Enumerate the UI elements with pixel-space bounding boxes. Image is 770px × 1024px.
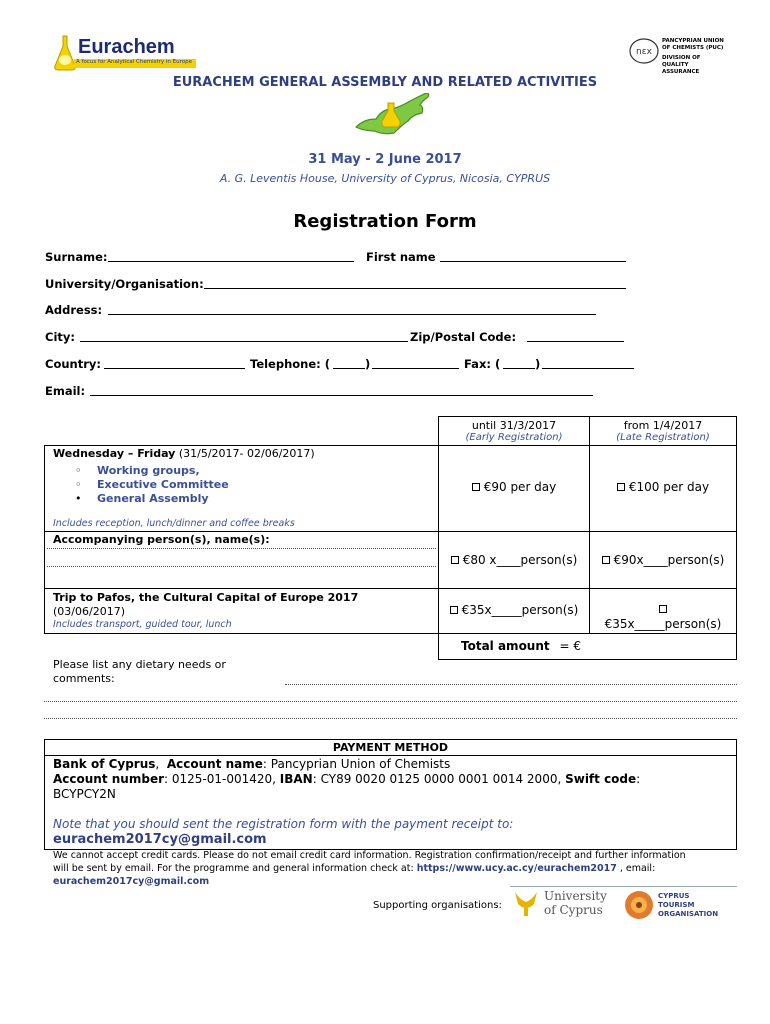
accompanying-late-cell[interactable] bbox=[589, 531, 737, 589]
meeting-early-checkbox[interactable] bbox=[472, 483, 480, 491]
accompanying-early-checkbox[interactable] bbox=[451, 556, 459, 564]
event-dates: 31 May - 2 June 2017 bbox=[308, 152, 462, 167]
meeting-late-price: €100 per day bbox=[628, 480, 710, 494]
trip-title: Trip to Pafos, the Cultural Capital of Europe 2017 bbox=[53, 591, 359, 604]
meeting-early-cell[interactable] bbox=[438, 445, 590, 532]
total-cell bbox=[438, 633, 737, 660]
footer-note bbox=[53, 849, 737, 888]
organisation-label: University/Organisation: bbox=[45, 277, 204, 291]
account-number-label: Account number bbox=[53, 772, 164, 786]
cto-emblem-icon bbox=[624, 890, 654, 920]
zip-field[interactable] bbox=[527, 331, 624, 342]
cyprus-map-icon bbox=[352, 93, 438, 143]
country-field[interactable] bbox=[104, 358, 245, 369]
accompanying-cell bbox=[44, 531, 439, 589]
meeting-note: Includes reception, lunch/dinner and coffee breaks bbox=[53, 518, 295, 529]
dietary-label bbox=[53, 658, 226, 686]
fax-code-field[interactable] bbox=[503, 358, 535, 369]
page-title: EURACHEM GENERAL ASSEMBLY AND RELATED ACTIVITIES bbox=[172, 75, 598, 90]
trip-early-checkbox[interactable] bbox=[450, 606, 458, 614]
fax-label: Fax: ( bbox=[464, 357, 501, 371]
trip-cell bbox=[44, 588, 439, 634]
swift-colon: : bbox=[636, 772, 641, 786]
meeting-dates: (31/5/2017- 02/06/2017) bbox=[175, 447, 315, 460]
payment-box: PAYMENT METHOD Bank of Cyprus, Account name: Pancyprian Union of Chemists Account number: 0125-01-001420, IBAN: CY89 0020 0125 0000 0001 0014 2000, Swift code: BCYPCY2N Note that you should sent the registration form with the payment receipt to: eurachem2017cy@gmail.com bbox=[44, 739, 737, 850]
accompanying-name-field[interactable] bbox=[47, 566, 436, 567]
country-label: Country: bbox=[45, 357, 101, 371]
cyprus-tourism-logo bbox=[624, 890, 724, 922]
city-label: City: bbox=[45, 330, 75, 344]
programme-link[interactable]: https://www.ucy.ac.cy/eurachem2017 bbox=[416, 863, 617, 874]
swift-code: BCYPCY2N bbox=[53, 787, 116, 801]
footer-email[interactable]: eurachem2017cy@gmail.com bbox=[53, 876, 210, 887]
city-field[interactable] bbox=[80, 331, 408, 342]
payment-note: Note that you should sent the registration form with the payment receipt to: bbox=[53, 817, 514, 831]
surname-label: Surname: bbox=[45, 250, 108, 264]
total-label: Total amount bbox=[461, 639, 550, 653]
payment-email[interactable]: eurachem2017cy@gmail.com bbox=[53, 832, 267, 847]
form-title: Registration Form bbox=[293, 211, 477, 232]
eurachem-logo-tagline: A focus for Analytical Chemistry in Europe bbox=[76, 59, 192, 65]
dietary-field[interactable] bbox=[44, 701, 737, 702]
accompanying-early-price: €80 x____person(s) bbox=[462, 553, 578, 567]
iban-label: IBAN bbox=[279, 772, 313, 786]
meeting-item: ◦ Executive Committee bbox=[75, 478, 229, 491]
eurachem-logo bbox=[52, 34, 197, 74]
account-number-value: : 0125-01-001420, bbox=[164, 772, 280, 786]
footer-line: We cannot accept credit cards. Please do not email credit card information. Registration confirmation/receipt and further information bbox=[53, 850, 686, 861]
ucy-name-line: of Cyprus bbox=[544, 903, 603, 917]
footer-divider bbox=[510, 886, 737, 887]
dietary-field[interactable] bbox=[285, 684, 737, 685]
accompanying-name-field[interactable] bbox=[47, 548, 436, 549]
trip-note: Includes transport, guided tour, lunch bbox=[53, 619, 232, 630]
svg-text:nεx: nεx bbox=[636, 47, 652, 57]
event-venue: A. G. Leventis House, University of Cyprus, Nicosia, CYPRUS bbox=[219, 172, 551, 185]
zip-label: Zip/Postal Code: bbox=[410, 330, 517, 344]
puc-logo-subtext: DIVISION OF QUALITY ASSURANCE bbox=[662, 55, 701, 75]
organisation-field[interactable] bbox=[204, 278, 626, 289]
address-field[interactable] bbox=[108, 304, 596, 315]
telephone-code-field[interactable] bbox=[333, 358, 365, 369]
meeting-title: Wednesday – Friday bbox=[53, 447, 176, 460]
meeting-cell bbox=[44, 445, 439, 532]
surname-field[interactable] bbox=[108, 251, 354, 262]
cto-name-line: ORGANISATION bbox=[658, 910, 719, 918]
early-subheader: (Early Registration) bbox=[465, 432, 563, 443]
meeting-early-price: €90 per day bbox=[483, 480, 557, 494]
account-name-label: Account name bbox=[166, 757, 263, 771]
late-header: from 1/4/2017 bbox=[623, 419, 703, 432]
accompanying-title: Accompanying person(s), name(s): bbox=[53, 533, 270, 546]
dietary-field[interactable] bbox=[44, 718, 737, 719]
swift-label: Swift code bbox=[565, 772, 637, 786]
payment-header: PAYMENT METHOD bbox=[45, 740, 736, 756]
trip-date: (03/06/2017) bbox=[53, 605, 125, 618]
meeting-item: ◦ Working groups, bbox=[75, 464, 200, 477]
puc-logo-text: PANCYPRIAN UNION OF CHEMISTS (PUC) bbox=[662, 38, 724, 51]
late-subheader: (Late Registration) bbox=[616, 432, 710, 443]
ucy-name-line: University bbox=[544, 889, 607, 903]
trip-early-price: €35x_____person(s) bbox=[461, 603, 579, 617]
trip-late-price: €35x_____person(s) bbox=[604, 617, 722, 631]
account-name-value: : Pancyprian Union of Chemists bbox=[262, 757, 451, 771]
accompanying-late-checkbox[interactable] bbox=[602, 556, 610, 564]
fax-field[interactable] bbox=[542, 358, 634, 369]
pancyprian-union-logo bbox=[628, 36, 724, 75]
total-value[interactable]: = € bbox=[559, 639, 581, 653]
bank-name: Bank of Cyprus bbox=[53, 757, 156, 771]
trip-early-cell[interactable] bbox=[438, 588, 590, 634]
dietary-label-line: Please list any dietary needs or bbox=[53, 658, 226, 671]
trip-late-checkbox[interactable] bbox=[659, 605, 667, 613]
supporting-label: Supporting organisations: bbox=[373, 900, 502, 911]
cto-name-line: TOURISM bbox=[658, 901, 695, 909]
university-of-cyprus-logo bbox=[512, 888, 608, 920]
late-header-cell bbox=[589, 416, 737, 446]
dietary-label-line: comments: bbox=[53, 672, 115, 685]
email-label: Email: bbox=[45, 384, 86, 398]
telephone-label: Telephone: ( bbox=[250, 357, 331, 371]
eurachem-logo-text: Eurachem bbox=[78, 36, 175, 58]
ucy-emblem-icon bbox=[512, 888, 540, 918]
cto-name-line: CYPRUS bbox=[658, 892, 690, 900]
trip-late-cell[interactable] bbox=[589, 588, 737, 634]
meeting-item: • General Assembly bbox=[75, 492, 209, 505]
accompanying-early-cell[interactable] bbox=[438, 531, 590, 589]
fax-paren: ) bbox=[535, 357, 541, 371]
meeting-late-cell[interactable] bbox=[589, 445, 737, 532]
firstname-field[interactable] bbox=[440, 251, 626, 262]
firstname-label: First name bbox=[366, 250, 436, 264]
accompanying-late-price: €90x____person(s) bbox=[613, 553, 725, 567]
telephone-paren: ) bbox=[365, 357, 371, 371]
footer-line: will be sent by email. For the programme and general information check at: bbox=[53, 863, 417, 874]
telephone-field[interactable] bbox=[372, 358, 459, 369]
email-field[interactable] bbox=[90, 385, 593, 396]
footer-line: , email: bbox=[616, 863, 656, 874]
early-header-cell bbox=[438, 416, 590, 446]
address-label: Address: bbox=[45, 303, 103, 317]
iban-value: : CY89 0020 0125 0000 0001 0014 2000, bbox=[312, 772, 566, 786]
puc-emblem-icon bbox=[628, 36, 660, 66]
meeting-late-checkbox[interactable] bbox=[617, 483, 625, 491]
early-header: until 31/3/2017 bbox=[471, 419, 557, 432]
